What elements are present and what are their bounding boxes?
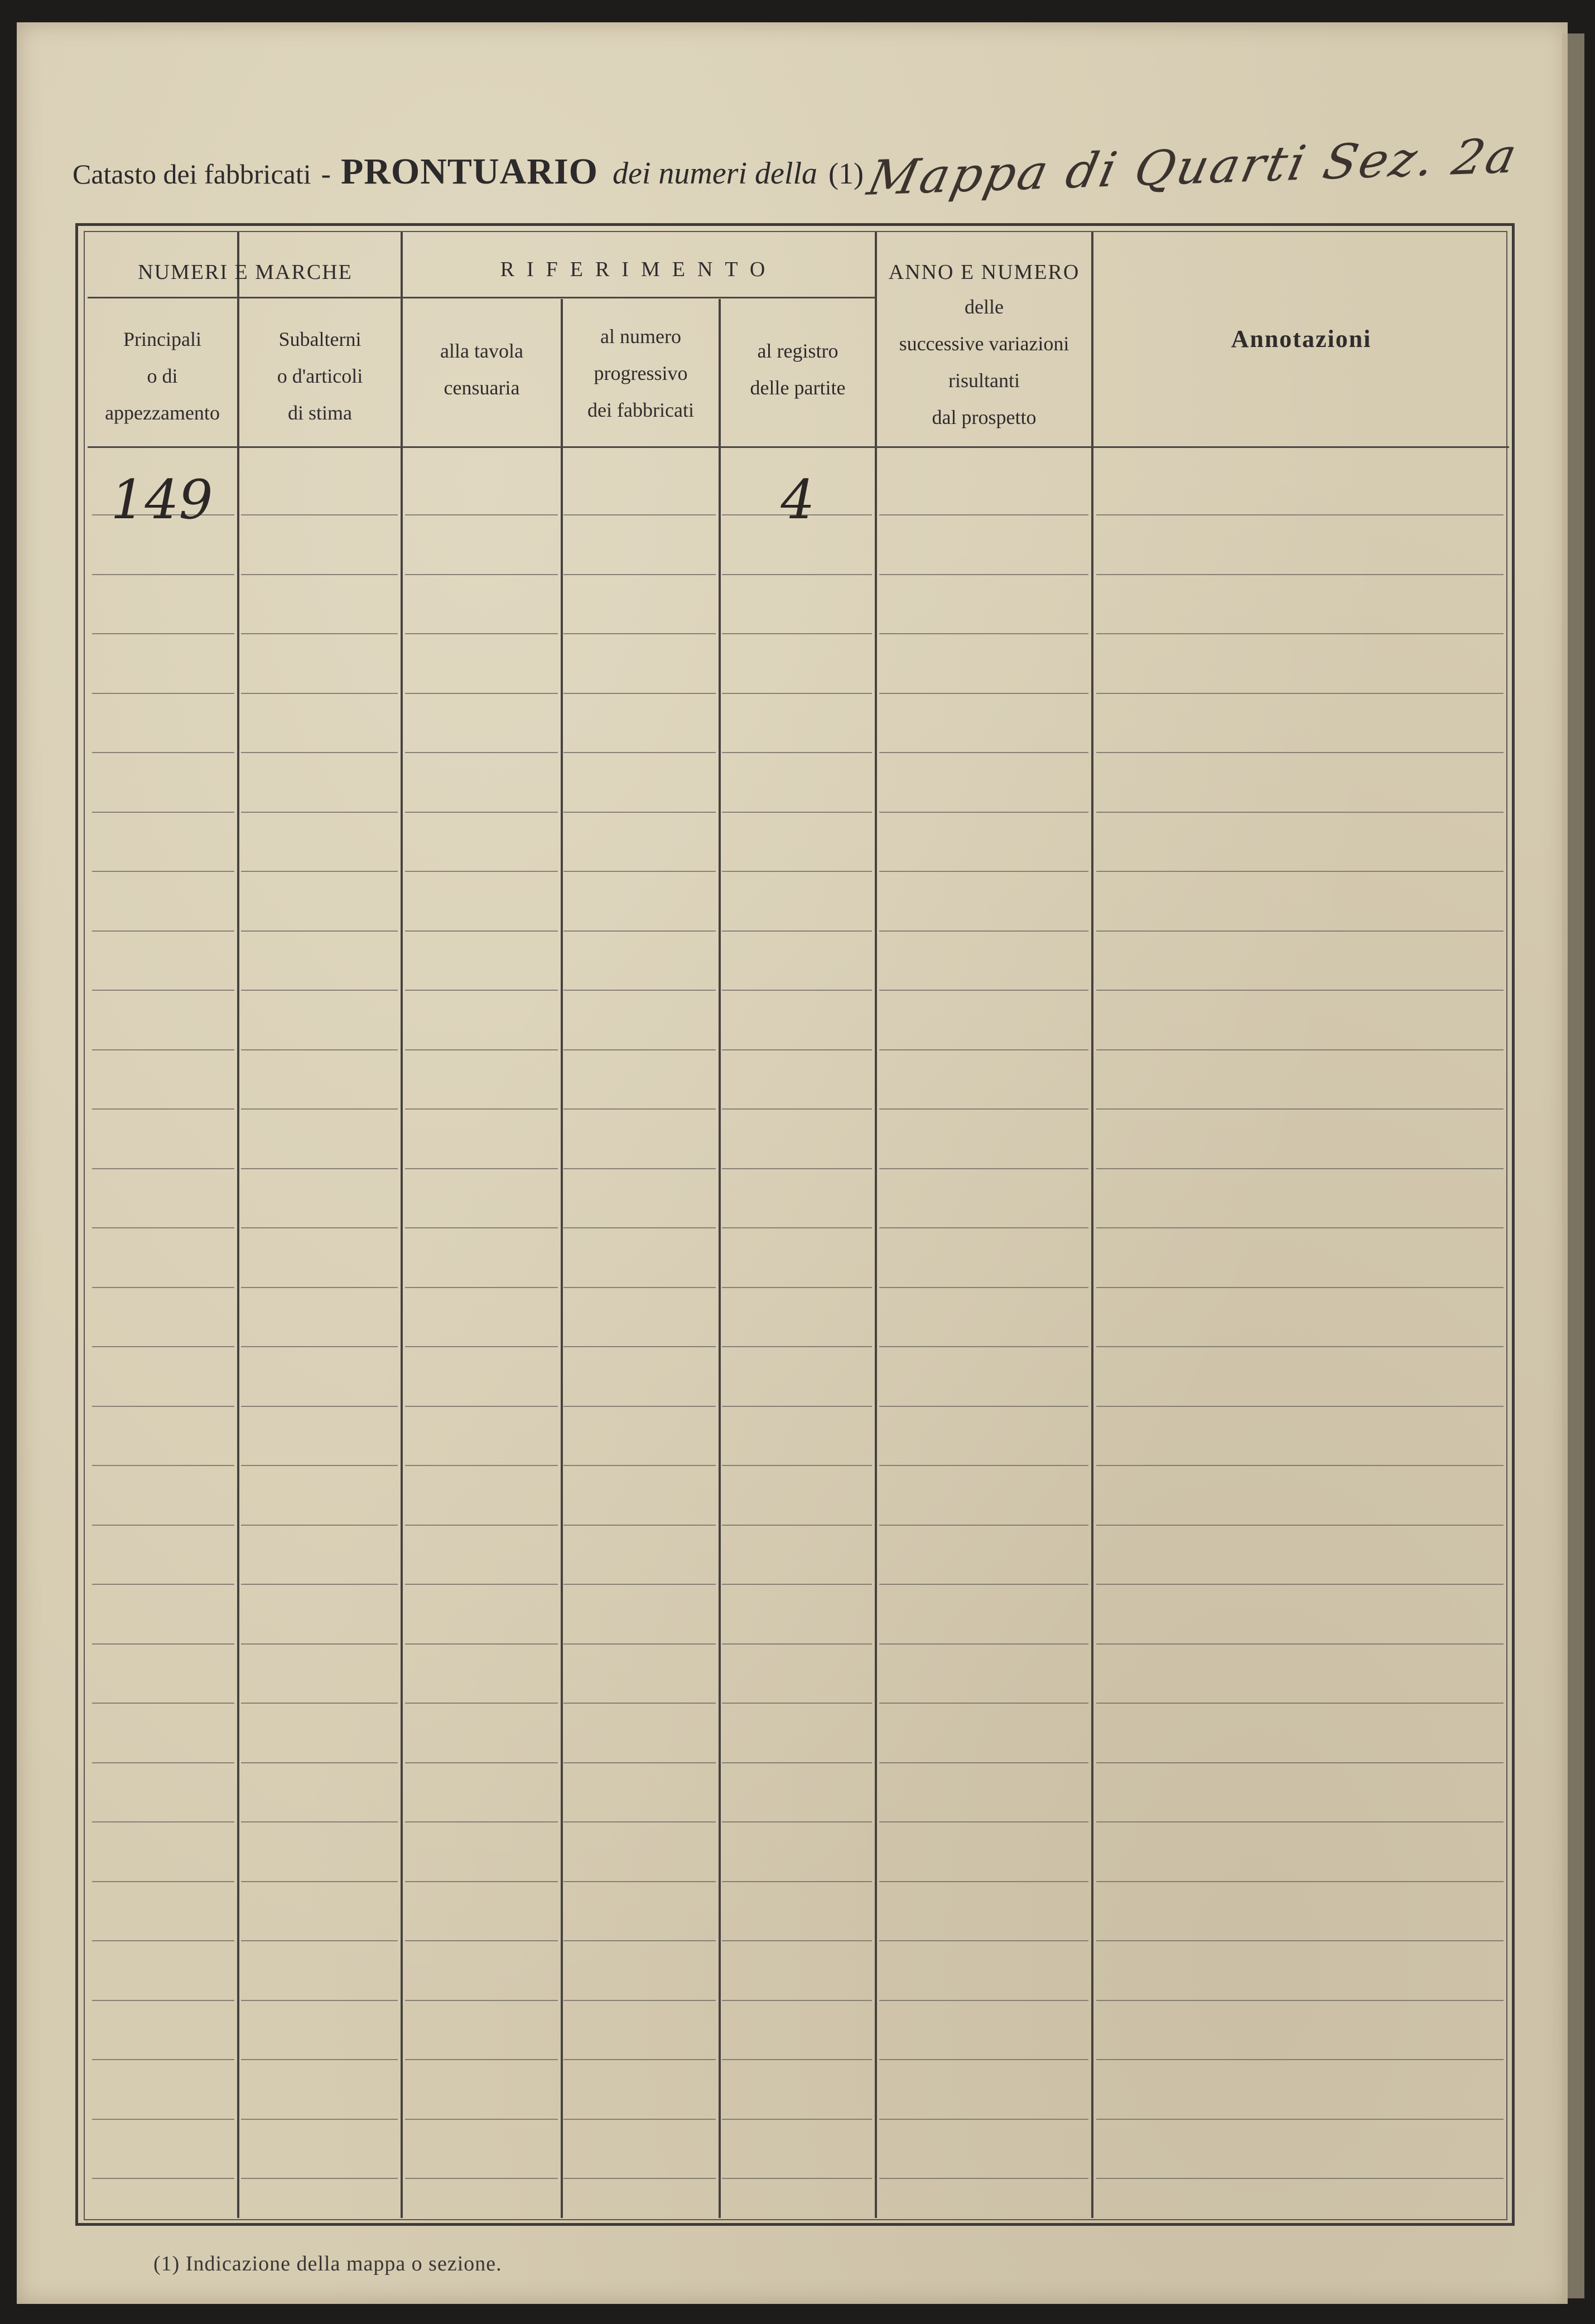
- ruled-line: [92, 693, 234, 694]
- ruled-line: [92, 1762, 234, 1763]
- ruled-line: [1096, 1287, 1504, 1288]
- ruled-line: [241, 514, 398, 515]
- ruled-line: [241, 1108, 398, 1110]
- ruled-line: [879, 1584, 1088, 1585]
- ruled-line: [879, 930, 1088, 932]
- ruled-line: [241, 752, 398, 753]
- ruled-line: [563, 1108, 716, 1110]
- column-principali: [88, 321, 237, 431]
- ruled-line: [405, 1584, 558, 1585]
- ruled-line: [722, 1762, 872, 1763]
- ruled-line: [722, 871, 872, 872]
- ruled-line: [241, 1821, 398, 1822]
- ruled-line: [563, 871, 716, 872]
- ruled-line: [1096, 2178, 1504, 2179]
- ruled-line: [92, 1525, 234, 1526]
- ruled-line: [879, 812, 1088, 813]
- divider-tavola: [561, 299, 563, 2218]
- ruled-line: [563, 1406, 716, 1407]
- ruled-line: [405, 2119, 558, 2120]
- ruled-line: [92, 1168, 234, 1169]
- ruled-line: [405, 1287, 558, 1288]
- ruled-line: [241, 930, 398, 932]
- ruled-line: [405, 1643, 558, 1645]
- ruled-line: [92, 1703, 234, 1704]
- column-subalterni-line2: o d'articoli: [277, 365, 363, 387]
- ruled-line: [241, 693, 398, 694]
- ruled-line: [879, 574, 1088, 575]
- column-registro-line2: delle partite: [750, 377, 846, 399]
- ruled-line: [241, 1227, 398, 1228]
- ruled-line: [722, 1940, 872, 1941]
- ruled-line: [563, 574, 716, 575]
- ruled-line: [1096, 574, 1504, 575]
- ruled-line: [1096, 1406, 1504, 1407]
- ruled-line: [563, 1821, 716, 1822]
- ruled-line: [1096, 752, 1504, 753]
- ruled-line: [92, 1940, 234, 1941]
- ruled-line: [92, 990, 234, 991]
- ruled-line: [241, 1525, 398, 1526]
- ruled-line: [879, 990, 1088, 991]
- ruled-line: [563, 514, 716, 515]
- ruled-line: [879, 1108, 1088, 1110]
- column-tavola: [403, 332, 561, 406]
- ruled-line: [563, 633, 716, 634]
- ruled-line: [1096, 633, 1504, 634]
- ruled-line: [241, 2119, 398, 2120]
- ruled-line: [879, 633, 1088, 634]
- divider-progressivo: [719, 299, 721, 2218]
- ruled-line: [405, 1525, 558, 1526]
- ruled-line: [92, 2178, 234, 2179]
- ruled-line: [563, 1881, 716, 1882]
- ruled-line: [405, 1406, 558, 1407]
- ruled-line: [879, 1406, 1088, 1407]
- ruled-line: [241, 1049, 398, 1050]
- ruled-line: [241, 574, 398, 575]
- ruled-line: [405, 633, 558, 634]
- ruled-line: [722, 574, 872, 575]
- ruled-line: [879, 2119, 1088, 2120]
- ruled-line: [92, 1465, 234, 1466]
- ruled-line: [1096, 1821, 1504, 1822]
- ruled-line: [405, 1346, 558, 1347]
- ruled-line: [879, 871, 1088, 872]
- ruled-line: [1096, 1762, 1504, 1763]
- column-progressivo-line1: al numero: [600, 325, 681, 348]
- ruled-line: [1096, 2059, 1504, 2060]
- ruled-line: [722, 1406, 872, 1407]
- ruled-line: [92, 633, 234, 634]
- ruled-line: [722, 2000, 872, 2001]
- ruled-line: [722, 1881, 872, 1882]
- column-variazioni-line4: dal prospetto: [932, 406, 1037, 428]
- ruled-line: [563, 693, 716, 694]
- ruled-line: [879, 1346, 1088, 1347]
- ruled-line: [563, 1049, 716, 1050]
- ruled-line: [405, 574, 558, 575]
- heading-prontuario: PRONTUARIO: [340, 151, 598, 192]
- ruled-line: [92, 930, 234, 932]
- ruled-line: [722, 1643, 872, 1645]
- ruled-line: [879, 1821, 1088, 1822]
- ruled-line: [92, 2119, 234, 2120]
- column-registro: [721, 332, 875, 406]
- group-underline-numeri: [88, 297, 403, 298]
- ruled-line: [1096, 693, 1504, 694]
- ruled-line: [563, 1346, 716, 1347]
- footnote: (1) Indicazione della mappa o sezione.: [153, 2252, 502, 2275]
- ruled-line: [405, 1227, 558, 1228]
- ruled-line: [241, 2000, 398, 2001]
- ruled-line: [722, 1465, 872, 1466]
- ruled-line: [241, 1940, 398, 1941]
- heading-catasto: Catasto dei fabbricati: [73, 158, 311, 190]
- ruled-line: [722, 930, 872, 932]
- ruled-line: [879, 693, 1088, 694]
- ruled-line: [405, 1049, 558, 1050]
- page-edge: [1562, 33, 1584, 2298]
- ruled-line: [563, 1465, 716, 1466]
- ruled-line: [1096, 1525, 1504, 1526]
- ruled-line: [1096, 1465, 1504, 1466]
- heading-handwritten-map: Mappa di Quarti Sez. 2a: [862, 128, 1524, 206]
- heading-separator: -: [321, 158, 331, 190]
- ruled-line: [92, 1287, 234, 1288]
- ruled-line: [405, 2059, 558, 2060]
- ruled-line: [879, 1287, 1088, 1288]
- column-principali-line1: Principali: [123, 328, 201, 350]
- group-underline-riferimento: [403, 297, 875, 298]
- ruled-line: [1096, 990, 1504, 991]
- ruled-line: [1096, 930, 1504, 932]
- column-progressivo-line2: progressivo: [594, 362, 688, 384]
- ruled-line: [722, 1108, 872, 1110]
- ruled-line: [241, 1584, 398, 1585]
- ruled-line: [405, 930, 558, 932]
- ruled-line: [1096, 514, 1504, 515]
- ruled-line: [879, 1525, 1088, 1526]
- heading-dei-numeri: dei numeri della: [612, 156, 818, 191]
- ruled-line: [722, 1049, 872, 1050]
- ruled-line: [722, 1346, 872, 1347]
- ruled-line: [241, 1346, 398, 1347]
- ruled-line: [405, 990, 558, 991]
- ruled-line: [879, 1227, 1088, 1228]
- ruled-line: [405, 1465, 558, 1466]
- ruled-line: [405, 1108, 558, 1110]
- ruled-line: [405, 871, 558, 872]
- column-annotazioni: Annotazioni: [1231, 325, 1372, 353]
- column-numero-progressivo: [563, 318, 719, 428]
- ruled-line: [879, 2059, 1088, 2060]
- ruled-line: [92, 1406, 234, 1407]
- ruled-line: [92, 1108, 234, 1110]
- column-variazioni: [877, 288, 1091, 436]
- ruled-line: [563, 1940, 716, 1941]
- ruled-line: [879, 1881, 1088, 1882]
- ruled-line: [722, 812, 872, 813]
- column-principali-line3: appezzamento: [105, 402, 220, 424]
- ruled-line: [563, 990, 716, 991]
- ruled-line: [722, 1703, 872, 1704]
- divider-subalterni: [401, 232, 403, 2218]
- ruled-line: [405, 2178, 558, 2179]
- ruled-line: [563, 2119, 716, 2120]
- ruled-line: [879, 1049, 1088, 1050]
- ruled-line: [241, 2178, 398, 2179]
- ruled-line: [879, 752, 1088, 753]
- ruled-line: [1096, 1940, 1504, 1941]
- ruled-line: [1096, 812, 1504, 813]
- ruled-line: [1096, 1227, 1504, 1228]
- ruled-line: [879, 1643, 1088, 1645]
- ruled-line: [722, 2059, 872, 2060]
- ruled-line: [879, 2000, 1088, 2001]
- ruled-line: [722, 2119, 872, 2120]
- ruled-line: [92, 1346, 234, 1347]
- ruled-line: [879, 1168, 1088, 1169]
- divider-registro: [875, 232, 877, 2218]
- column-variazioni-line2: successive variazioni: [899, 332, 1069, 355]
- ruled-line: [722, 1821, 872, 1822]
- group-anno-e-numero: ANNO E NUMERO: [888, 261, 1080, 284]
- ruled-line: [563, 1703, 716, 1704]
- ruled-line: [879, 1762, 1088, 1763]
- ruled-line: [92, 812, 234, 813]
- ruled-line: [1096, 1108, 1504, 1110]
- ruled-line: [1096, 1346, 1504, 1347]
- ruled-line: [563, 2059, 716, 2060]
- ruled-line: [722, 2178, 872, 2179]
- page-heading: [73, 128, 1524, 218]
- ruled-line: [563, 1584, 716, 1585]
- ruled-line: [405, 1168, 558, 1169]
- header-bottom-line: [88, 446, 1509, 448]
- ruled-line: [563, 1168, 716, 1169]
- ruled-line: [92, 1049, 234, 1050]
- ruled-line: [1096, 1703, 1504, 1704]
- ruled-line: [241, 871, 398, 872]
- ruled-line: [1096, 1584, 1504, 1585]
- ruled-line: [405, 1940, 558, 1941]
- column-subalterni: [239, 321, 401, 431]
- group-riferimento: RIFERIMENTO: [500, 258, 778, 281]
- ruled-line: [722, 1584, 872, 1585]
- ruled-line: [92, 1881, 234, 1882]
- ruled-line: [241, 990, 398, 991]
- ruled-line: [722, 693, 872, 694]
- ruled-line: [92, 1821, 234, 1822]
- ruled-line: [563, 930, 716, 932]
- ruled-line: [92, 871, 234, 872]
- ruled-line: [405, 2000, 558, 2001]
- ruled-line: [241, 1287, 398, 1288]
- ruled-line: [1096, 1049, 1504, 1050]
- ruled-line: [1096, 1881, 1504, 1882]
- ruled-line: [1096, 871, 1504, 872]
- column-progressivo-line3: dei fabbricati: [587, 399, 694, 421]
- ruled-line: [241, 1643, 398, 1645]
- entry-registro: 4: [780, 469, 815, 531]
- ruled-line: [722, 990, 872, 991]
- ruled-line: [1096, 1643, 1504, 1645]
- ruled-line: [722, 633, 872, 634]
- ruled-line: [241, 1465, 398, 1466]
- column-registro-line1: al registro: [757, 340, 839, 362]
- ruled-line: [563, 1762, 716, 1763]
- ruled-line: [92, 1643, 234, 1645]
- ruled-line: [241, 1762, 398, 1763]
- ruled-line: [879, 2178, 1088, 2179]
- ruled-line: [1096, 2000, 1504, 2001]
- column-subalterni-line3: di stima: [288, 402, 352, 424]
- ruled-line: [1096, 2119, 1504, 2120]
- ruled-line: [405, 1881, 558, 1882]
- ruled-line: [563, 1287, 716, 1288]
- ruled-line: [879, 1703, 1088, 1704]
- ruled-line: [92, 752, 234, 753]
- ruled-line: [241, 1703, 398, 1704]
- ruled-line: [1096, 1168, 1504, 1169]
- group-numeri-e-marche: NUMERI E MARCHE: [138, 261, 353, 284]
- ruled-line: [405, 812, 558, 813]
- column-variazioni-line3: risultanti: [948, 369, 1020, 392]
- ruled-line: [563, 1643, 716, 1645]
- column-principali-line2: o di: [147, 365, 178, 387]
- ruled-line: [722, 1168, 872, 1169]
- ruled-line: [241, 1881, 398, 1882]
- ruled-line: [405, 514, 558, 515]
- ruled-line: [879, 514, 1088, 515]
- ruled-line: [92, 1584, 234, 1585]
- ruled-line: [241, 1168, 398, 1169]
- divider-variazioni: [1091, 232, 1093, 2218]
- ruled-line: [722, 1227, 872, 1228]
- ruled-line: [405, 752, 558, 753]
- ruled-line: [879, 1940, 1088, 1941]
- heading-note-marker: (1): [828, 157, 864, 190]
- ruled-line: [563, 1227, 716, 1228]
- column-tavola-line1: alla tavola: [440, 340, 523, 362]
- ruled-line: [405, 1762, 558, 1763]
- ruled-line: [92, 1227, 234, 1228]
- ruled-line: [722, 1525, 872, 1526]
- column-subalterni-line1: Subalterni: [278, 328, 362, 350]
- column-variazioni-line1: delle: [965, 296, 1004, 318]
- ruled-line: [241, 633, 398, 634]
- ruled-line: [92, 2059, 234, 2060]
- divider-principali: [237, 232, 239, 2218]
- ruled-line: [563, 752, 716, 753]
- ruled-line: [241, 812, 398, 813]
- ruled-line: [879, 1465, 1088, 1466]
- ruled-line: [92, 574, 234, 575]
- ruled-line: [563, 812, 716, 813]
- ruled-line: [722, 752, 872, 753]
- ruled-line: [241, 1406, 398, 1407]
- ruled-line: [722, 1287, 872, 1288]
- column-tavola-line2: censuaria: [444, 377, 520, 399]
- ruled-line: [92, 2000, 234, 2001]
- entry-principale: 149: [110, 469, 213, 531]
- ruled-line: [563, 1525, 716, 1526]
- ruled-line: [405, 693, 558, 694]
- ruled-line: [405, 1703, 558, 1704]
- ruled-line: [563, 2000, 716, 2001]
- ruled-line: [241, 2059, 398, 2060]
- ruled-line: [563, 2178, 716, 2179]
- ruled-line: [405, 1821, 558, 1822]
